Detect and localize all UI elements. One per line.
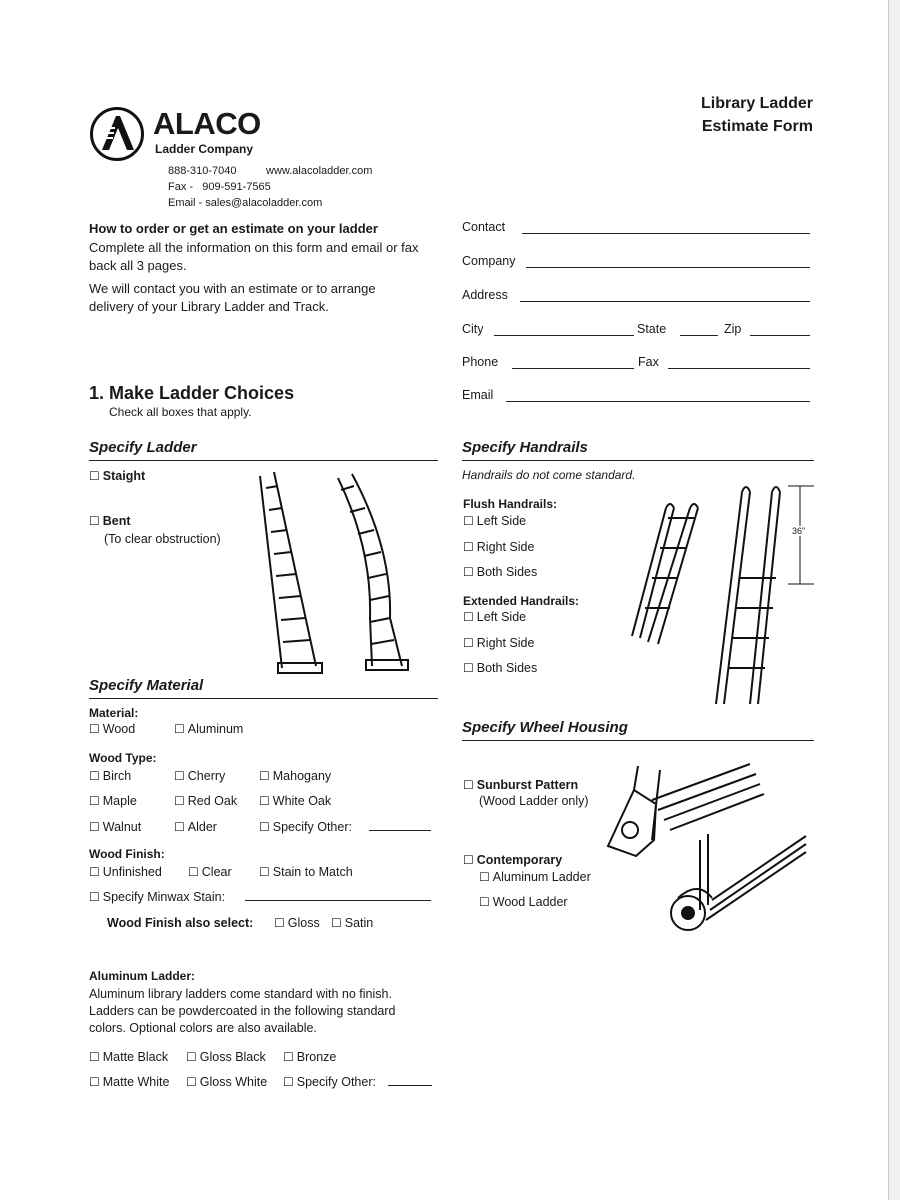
aluminum-ladder-checkbox[interactable]: ☐ Aluminum Ladder xyxy=(479,869,591,886)
extended-right-checkbox[interactable]: ☐ Right Side xyxy=(463,635,534,652)
sunburst-checkbox[interactable]: ☐ Sunburst Pattern xyxy=(463,777,578,794)
flush-right-checkbox[interactable]: ☐ Right Side xyxy=(463,539,534,556)
wood-ladder-checkbox[interactable]: ☐ Wood Ladder xyxy=(479,894,568,911)
white-oak-checkbox[interactable]: ☐ White Oak xyxy=(259,793,331,810)
specify-other-color-input[interactable] xyxy=(388,1074,432,1086)
intro-paragraph-2: We will contact you with an estimate or to arrange delivery of your Library Ladder and Track. xyxy=(89,281,376,314)
intro-heading: How to order or get an estimate on your ladder xyxy=(89,221,378,236)
state-input[interactable] xyxy=(680,324,718,336)
divider xyxy=(462,460,814,461)
ladder-illustration-icon xyxy=(252,468,422,686)
form-title-line2: Estimate Form xyxy=(701,118,813,135)
wood-finish-label: Wood Finish: xyxy=(89,847,165,861)
specify-other-wood-checkbox[interactable]: ☐ Specify Other: xyxy=(259,819,352,836)
alder-checkbox[interactable]: ☐ Alder xyxy=(174,819,217,836)
flush-left-checkbox[interactable]: ☐ Left Side xyxy=(463,513,526,530)
material-label: Material: xyxy=(89,706,139,720)
walnut-checkbox[interactable]: ☐ Walnut xyxy=(89,819,141,836)
matte-black-checkbox[interactable]: ☐ Matte Black xyxy=(89,1049,168,1066)
bent-note: (To clear obstruction) xyxy=(104,532,221,546)
sunburst-note: (Wood Ladder only) xyxy=(479,794,589,808)
company-name: ALACO xyxy=(153,106,261,141)
specify-ladder-heading: Specify Ladder xyxy=(89,439,197,456)
cherry-checkbox[interactable]: ☐ Cherry xyxy=(174,768,225,785)
minwax-stain-checkbox[interactable]: ☐ Specify Minwax Stain: xyxy=(89,889,225,906)
specify-other-color-checkbox[interactable]: ☐ Specify Other: xyxy=(283,1074,376,1091)
divider xyxy=(462,740,814,741)
aluminum-checkbox[interactable]: ☐ Aluminum xyxy=(174,721,243,738)
extended-handrails-label: Extended Handrails: xyxy=(463,594,580,608)
intro-paragraph-1: Complete all the information on this form and email or fax back all 3 pages. xyxy=(89,240,419,273)
section-subtitle: Check all boxes that apply. xyxy=(109,405,252,419)
bent-checkbox[interactable]: ☐ Bent xyxy=(89,513,131,530)
bronze-checkbox[interactable]: ☐ Bronze xyxy=(283,1049,336,1066)
finish-also-select-label: Wood Finish also select: xyxy=(107,916,254,930)
wheel-housing-illustration-icon xyxy=(600,760,812,935)
dimension-label: 36" xyxy=(792,526,806,536)
matte-white-checkbox[interactable]: ☐ Matte White xyxy=(89,1074,169,1091)
alaco-logo-icon xyxy=(89,106,145,162)
extended-both-checkbox[interactable]: ☐ Both Sides xyxy=(463,660,537,677)
fax-input[interactable] xyxy=(668,357,810,369)
zip-input[interactable] xyxy=(750,324,810,336)
extended-left-checkbox[interactable]: ☐ Left Side xyxy=(463,609,526,626)
specify-handrails-heading: Specify Handrails xyxy=(462,439,588,456)
contemporary-checkbox[interactable]: ☐ Contemporary xyxy=(463,852,562,869)
red-oak-checkbox[interactable]: ☐ Red Oak xyxy=(174,793,237,810)
form-title-line1: Library Ladder xyxy=(700,95,813,112)
minwax-stain-input[interactable] xyxy=(245,889,431,901)
unfinished-checkbox[interactable]: ☐ Unfinished xyxy=(89,864,162,881)
company-website: www.alacoladder.com xyxy=(266,165,373,177)
aluminum-ladder-label: Aluminum Ladder: xyxy=(89,969,196,983)
mahogany-checkbox[interactable]: ☐ Mahogany xyxy=(259,768,331,785)
handrail-illustration-icon xyxy=(628,478,818,708)
phone-input[interactable] xyxy=(512,357,634,369)
divider xyxy=(89,698,438,699)
specify-other-wood-input[interactable] xyxy=(369,819,431,831)
gloss-black-checkbox[interactable]: ☐ Gloss Black xyxy=(186,1049,266,1066)
company-subtitle: Ladder Company xyxy=(155,142,254,156)
clear-checkbox[interactable]: ☐ Clear xyxy=(188,864,232,881)
stain-to-match-checkbox[interactable]: ☐ Stain to Match xyxy=(259,864,353,881)
gloss-checkbox[interactable]: ☐ Gloss xyxy=(274,915,320,932)
handrails-note: Handrails do not come standard. xyxy=(462,468,636,482)
company-fax: Fax - 909-591-7565 xyxy=(168,181,271,193)
aluminum-ladder-text: Aluminum library ladders come standard with no finish. Ladders can be powdercoated in the following standard colors. Optional colors are also available. xyxy=(89,987,396,1035)
specify-material-heading: Specify Material xyxy=(89,677,204,694)
section-title: 1. Make Ladder Choices xyxy=(89,383,295,403)
flush-both-checkbox[interactable]: ☐ Both Sides xyxy=(463,564,537,581)
city-input[interactable] xyxy=(494,324,634,336)
form-page: ALACO Ladder Company 888-310-7040 www.alacoladder.com Fax - 909-591-7565 Email - sales@alacoladder.com Library Ladder Estimate Form How to order or get an estimate on your ladder Complete all the information on this form and email or fax back all 3 pages. We will contact you with an estimate or to arrange delivery of your Library Ladder and Track. Contact Company Address City State Zip Phone Fax Email 1. Make Ladder Choices Check all boxes that apply. Specify Ladder ☐ Staight ☐ Bent (To clear obstruction) Specify Handrails Handrails do not come standard. Flush Handrails: ☐ Left Side ☐ Right Side ☐ Both Sides Extended Handrails: ☐ Left Side ☐ Right Side ☐ Both Sides 36" Specify Material Material: ☐ Wood ☐ Aluminum Wood Type: ☐ Birch ☐ Cherry ☐ Mahogany ☐ Maple ☐ Red Oak ☐ White Oak ☐ Walnut ☐ Alder ☐ Specify Other: Wood Finish: ☐ Unfinished ☐ Clear ☐ Stain to Match ☐ Specify Minwax Stain: Wood Finish also select: ☐ Gloss ☐ Satin Aluminum Ladder: Aluminum library ladders come standard with no finish. Ladders can be powdercoated in the following standard colors. Optional colors are also available. ☐ Matte Black ☐ Gloss Black ☐ Bronze ☐ Matte White ☐ Gloss White ☐ Specify Other: Specify Wheel Housing ☐ Sunburst Pattern (Wood Ladder only) ☐ Contemporary ☐ Aluminum Ladder ☐ Wood Ladder xyxy=(0,0,889,1200)
gloss-white-checkbox[interactable]: ☐ Gloss White xyxy=(186,1074,267,1091)
divider xyxy=(89,460,438,461)
company-email: Email - sales@alacoladder.com xyxy=(168,197,323,209)
straight-checkbox[interactable]: ☐ Staight xyxy=(89,468,145,485)
maple-checkbox[interactable]: ☐ Maple xyxy=(89,793,137,810)
satin-checkbox[interactable]: ☐ Satin xyxy=(331,915,373,932)
company-phone: 888-310-7040 xyxy=(168,165,237,177)
specify-wheel-housing-heading: Specify Wheel Housing xyxy=(462,719,628,736)
birch-checkbox[interactable]: ☐ Birch xyxy=(89,768,131,785)
flush-handrails-label: Flush Handrails: xyxy=(463,497,558,511)
wood-type-label: Wood Type: xyxy=(89,751,157,765)
wood-checkbox[interactable]: ☐ Wood xyxy=(89,721,135,738)
